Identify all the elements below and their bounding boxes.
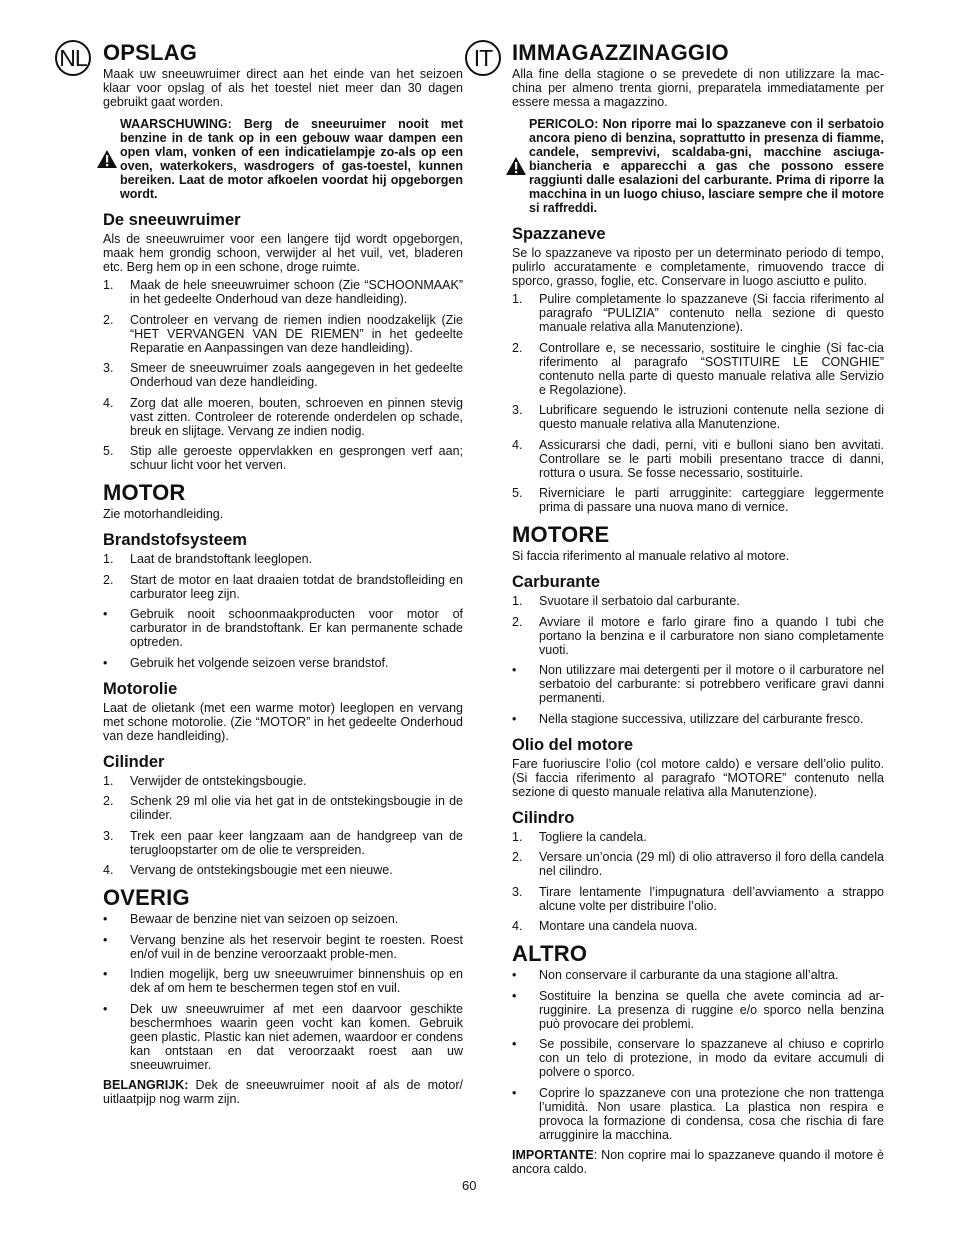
list-marker: 1. xyxy=(512,292,523,306)
section-title-motor: MOTOR xyxy=(103,480,186,505)
list-text: Montare una candela nuova. xyxy=(539,919,698,933)
motore-intro: Si faccia riferimento al manuale relativo al motore. xyxy=(512,549,790,563)
list-text: Nella stagione successiva, utilizzare del carburante fresco. xyxy=(539,711,864,726)
list-text: Lubrificare seguendo le istruzioni contenute nella sezione di questo manuale relativa alla Manutenzione. xyxy=(539,403,884,431)
list-text: Tirare lentamente l’impugnatura dell’avviamento a strappo alcune volte per distribuire l’olio. xyxy=(539,884,884,913)
list-text: Bewaar de benzine niet van seizoen op seizoen. xyxy=(130,912,399,926)
list-marker: 2. xyxy=(103,572,114,587)
list-marker: 1. xyxy=(103,773,114,788)
list-item xyxy=(103,607,463,649)
list-item xyxy=(103,573,463,601)
opslag-intro: Maak uw sneeuwruimer direct aan het einde van het seizoen klaar voor opslag of als het toestel niet meer dan 30 dagen gebruikt gaat worden. xyxy=(103,67,463,109)
list-marker: 1. xyxy=(103,278,114,292)
language-badge-nl: NL xyxy=(55,40,91,76)
list-marker: 5. xyxy=(103,444,114,458)
list-item xyxy=(512,712,884,726)
list-item xyxy=(512,292,884,334)
warning-text-it: PERICOLO: Non riporre mai lo spazzaneve con il serbatoio ancora pieno di benzina, soprattutto in presenza di fiamme, candele, semprevivi, scaldaba-gni, macchine asciuga-biancheria e apparecchi a gas che possono essere raggiunti dalle esalazioni del carburante. Prima di riporre la macchina in un luogo chiuso, lasciare sempre che il motore si raffreddi. xyxy=(529,117,884,215)
list-item xyxy=(512,615,884,657)
important-note-it xyxy=(512,1148,884,1176)
spazzaneve-intro: Se lo spazzaneve va riposto per un determinato periodo di tempo, pulirlo accuratamente e completamente, rimuovendo tracce di sporco, grasso, foglie, etc. Conservare in luogo asciutto e pulito. xyxy=(512,246,884,288)
warning-text-nl: WAARSCHUWING: Berg de sneeuruimer nooit met benzine in de tank op in een gebouw waar dampen een open vlam, vonken of een indicatielampje zo-als op een oven, waterkokers, wasdrogers of gas-toestel, kunnen bereiken. Laat de motor afkoelen voordat hij opgeborgen wordt. xyxy=(120,117,463,201)
list-marker: • xyxy=(512,663,517,677)
list-marker: • xyxy=(512,711,517,726)
list-text: Non conservare il carburante da una stagione all’altra. xyxy=(539,968,839,982)
sneeuwruimer-intro: Als de sneeuwruimer voor een langere tijd wordt opgeborgen, maak hem grondig schoon, verwijder al het vuil, vet, bladeren etc. Berg hem op in een schone, droge ruimte. xyxy=(103,232,463,274)
list-item xyxy=(512,830,884,844)
list-item xyxy=(103,313,463,355)
list-marker: • xyxy=(512,1037,517,1051)
list-text: Indien mogelijk, berg uw sneeuwruimer binnenshuis op en dek af om hem te beschermen tegen stof en vuil. xyxy=(130,967,463,995)
subsection-title-motorolie: Motorolie xyxy=(103,679,178,698)
warning-block-nl xyxy=(103,117,463,201)
cilindro-list xyxy=(512,830,884,934)
list-marker: 4. xyxy=(103,395,114,410)
list-text: Vervang de ontstekingsbougie met een nieuwe. xyxy=(130,863,393,877)
important-note-nl xyxy=(103,1078,463,1106)
list-text: Avviare il motore e farlo girare fino a quando I tubi che portano la benzina e il carburatore non siano completamente vuoti. xyxy=(539,614,884,657)
list-marker: • xyxy=(103,967,108,981)
list-text: Svuotare il serbatoio dal carburante. xyxy=(539,594,740,608)
list-item xyxy=(103,656,463,670)
column-dutch xyxy=(103,40,463,1106)
list-marker: • xyxy=(103,932,108,947)
list-item xyxy=(512,1086,884,1142)
warning-icon xyxy=(93,149,120,169)
list-text: Controleer en vervang de riemen indien noodzakelijk (Zie “HET VERVANGEN VAN DE RIEMEN” in het gedeelte Reparatie en Aanpassingen van deze handleiding). xyxy=(130,312,463,355)
list-text: Gebruik nooit schoonmaakproducten voor motor of carburator in de brandstoftank. Er kan permanente schade optreden. xyxy=(130,607,463,649)
list-marker: 2. xyxy=(512,614,523,629)
subsection-title-spazzaneve: Spazzaneve xyxy=(512,225,606,243)
list-marker: 1. xyxy=(512,829,523,844)
carburante-list xyxy=(512,594,884,726)
list-marker: • xyxy=(103,655,108,670)
page-number: 60 xyxy=(462,1178,477,1193)
list-item xyxy=(512,403,884,431)
list-text: Versare un’oncia (29 ml) di olio attraverso il foro della candela nel cilindro. xyxy=(539,850,884,878)
list-marker: 2. xyxy=(103,794,114,808)
list-marker: • xyxy=(512,968,517,982)
list-item xyxy=(512,919,884,933)
motorolie-text: Laat de olietank (met een warme motor) leeglopen en vervang met schone motorolie. (Zie “MOTOR” in het gedeelte Onderhoud van deze handleiding). xyxy=(103,700,463,743)
list-item xyxy=(512,486,884,514)
list-text: Smeer de sneeuwruimer zoals aangegeven in het gedeelte Onderhoud van deze handleiding. xyxy=(130,361,463,389)
list-text: Sostituire la benzina se quella che avete comincia ad ar-rugginire. La presenza di ruggine e/o sporco nella benzina può provocare dei problemi. xyxy=(539,988,884,1031)
list-marker: 2. xyxy=(103,312,114,327)
list-item xyxy=(512,341,884,397)
list-text: Se possibile, conservare lo spazzaneve al chiuso e coprirlo con un telo di protezione, in modo da evitare accumuli di polvere o sporco. xyxy=(539,1037,884,1079)
list-item xyxy=(103,967,463,995)
list-item xyxy=(103,396,463,438)
list-text: Riverniciare le parti arrugginite: carteggiare leggermente prima di passare una nuova mano di vernice. xyxy=(539,486,884,514)
warning-block-it xyxy=(512,117,884,215)
list-text: Assicurarsi che dadi, perni, viti e bulloni siano ben avvitati. Controllare se le parti mobili presentano tracce di danni, rottura o usura. Se fosse necessario, sostituirle. xyxy=(539,437,884,480)
list-item xyxy=(103,863,463,877)
list-item xyxy=(512,989,884,1031)
list-marker: 5. xyxy=(512,486,523,500)
section-title-immagazzinaggio: IMMAGAZZINAGGIO xyxy=(512,40,729,65)
spazzaneve-list xyxy=(512,292,884,514)
cilinder-list xyxy=(103,774,463,878)
list-marker: 2. xyxy=(512,340,523,355)
subsection-title-sneeuwruimer: De sneeuwruimer xyxy=(103,211,241,229)
list-text: Pulire completamente lo spazzaneve (Si faccia riferimento al paragrafo “PULIZIA” contenuto nella sezione di questo manuale relativa alla Manutenzione). xyxy=(539,292,884,334)
list-item xyxy=(512,594,884,608)
list-marker: 4. xyxy=(512,919,523,933)
list-item xyxy=(512,885,884,913)
list-item xyxy=(512,850,884,878)
list-text: Zorg dat alle moeren, bouten, schroeven en pinnen stevig vast zitten. Controleer de roterende onderdelen op schade, breuk en slijtage. Vervang ze indien nodig. xyxy=(130,395,463,438)
list-text: Coprire lo spazzaneve con una protezione che non trattenga l’umidità. Non usare plastica. La plastica non respira e provoca la formazione di condensa, cosa che rischia di fare arrugginire la macchina. xyxy=(539,1085,884,1142)
column-italian xyxy=(512,40,884,1176)
section-title-overig: OVERIG xyxy=(103,885,190,910)
altro-list xyxy=(512,968,884,1142)
list-item xyxy=(103,552,463,566)
note-text: : Non coprire mai lo spazzaneve quando il motore è ancora caldo. xyxy=(512,1148,884,1176)
list-marker: • xyxy=(103,1001,108,1016)
list-marker: 4. xyxy=(103,863,114,877)
list-marker: • xyxy=(103,607,108,621)
subsection-title-cilinder: Cilinder xyxy=(103,752,165,771)
list-item xyxy=(103,829,463,857)
list-item xyxy=(103,361,463,389)
list-item xyxy=(512,438,884,480)
subsection-title-olio: Olio del motore xyxy=(512,735,634,754)
subsection-title-cilindro: Cilindro xyxy=(512,808,575,827)
list-text: Verwijder de ontstekingsbougie. xyxy=(130,773,307,788)
subsection-title-brandstofsysteem: Brandstofsysteem xyxy=(103,531,247,549)
subsection-title-carburante: Carburante xyxy=(512,573,601,591)
section-title-motore: MOTORE xyxy=(512,522,610,547)
list-marker: • xyxy=(103,912,108,926)
section-title-altro: ALTRO xyxy=(512,941,588,966)
list-marker: 3. xyxy=(103,828,114,843)
list-item xyxy=(103,774,463,788)
list-marker: 3. xyxy=(512,403,523,417)
list-text: Schenk 29 ml olie via het gat in de ontstekingsbougie in de cilinder. xyxy=(130,794,463,822)
list-text: Laat de brandstoftank leeglopen. xyxy=(130,552,313,566)
list-text: Gebruik het volgende seizoen verse brandstof. xyxy=(130,655,389,670)
note-label: BELANGRIJK: xyxy=(103,1078,189,1092)
list-item xyxy=(103,1002,463,1072)
list-text: Non utilizzare mai detergenti per il motore o il carburatore nel serbatoio del carburante: si potrebbero verificare gravi danni permanenti. xyxy=(539,663,884,705)
list-text: Stip alle geroeste oppervlakken en gesprongen verf aan; schuur licht voor het verven. xyxy=(130,444,463,472)
list-item xyxy=(512,968,884,982)
list-item xyxy=(103,278,463,306)
list-text: Maak de hele sneeuwruimer schoon (Zie “SCHOONMAAK” in het gedeelte Onderhoud van deze handleiding). xyxy=(130,278,463,306)
list-marker: 4. xyxy=(512,437,523,452)
list-text: Vervang benzine als het reservoir begint te roesten. Roest en/of vuil in de benzine veroorzaakt proble-men. xyxy=(130,932,463,961)
list-item xyxy=(512,1037,884,1079)
note-text: Dek de sneeuwruimer nooit af als de motor/ uitlaatpijp nog warm zijn. xyxy=(103,1078,463,1106)
overig-list xyxy=(103,912,463,1072)
warning-icon xyxy=(502,156,529,176)
list-marker: 3. xyxy=(512,884,523,899)
list-text: Controllare e, se necessario, sostituire le cinghie (Si fac-cia riferimento al paragrafo “SOSTITUIRE LE CONGHIE” contenuto nella parte di questo manuale relativa alle Servizio e Regolazione). xyxy=(539,340,884,397)
list-text: Dek uw sneeuwruimer af met een daarvoor geschikte beschermhoes waarin geen vocht kan komen. Gebruik geen plastic. Plastic kan niet ademen, waardoor er condens kan ontstaan en dat veroorzaakt roest aan uw sneeuwruimer. xyxy=(130,1001,463,1072)
language-badge-it: IT xyxy=(465,40,501,76)
list-text: Togliere la candela. xyxy=(539,829,647,844)
section-title-opslag: OPSLAG xyxy=(103,40,198,65)
list-item xyxy=(103,444,463,472)
list-item xyxy=(103,933,463,961)
list-marker: 2. xyxy=(512,850,523,864)
list-marker: • xyxy=(512,988,517,1003)
list-marker: 1. xyxy=(512,594,523,608)
list-item xyxy=(512,663,884,705)
list-marker: • xyxy=(512,1085,517,1100)
list-text: Trek een paar keer langzaam aan de handgreep van de terugloopstarter om de olie te verspreiden. xyxy=(130,828,463,857)
list-text: Start de motor en laat draaien totdat de brandstofleiding en carburator leeg zijn. xyxy=(130,572,463,601)
list-marker: 1. xyxy=(103,552,114,566)
brandstof-list xyxy=(103,552,463,670)
immagazzinaggio-intro: Alla fine della stagione o se prevedete di non utilizzare la mac-china per almeno trenta giorni, preparatela immediatamente per essere messa a magazzino. xyxy=(512,67,884,109)
motor-intro: Zie motorhandleiding. xyxy=(103,507,224,521)
sneeuwruimer-list xyxy=(103,278,463,472)
list-marker: 3. xyxy=(103,361,114,375)
list-item xyxy=(103,912,463,926)
olio-text: Fare fuoriuscire l’olio (col motore caldo) e versare dell’olio pulito. (Si faccia riferimento al paragrafo “MOTORE” contenuto nella sezione di questo manuale relativa alla Manutenzione). xyxy=(512,756,884,799)
note-label: IMPORTANTE xyxy=(512,1148,594,1162)
list-item xyxy=(103,794,463,822)
